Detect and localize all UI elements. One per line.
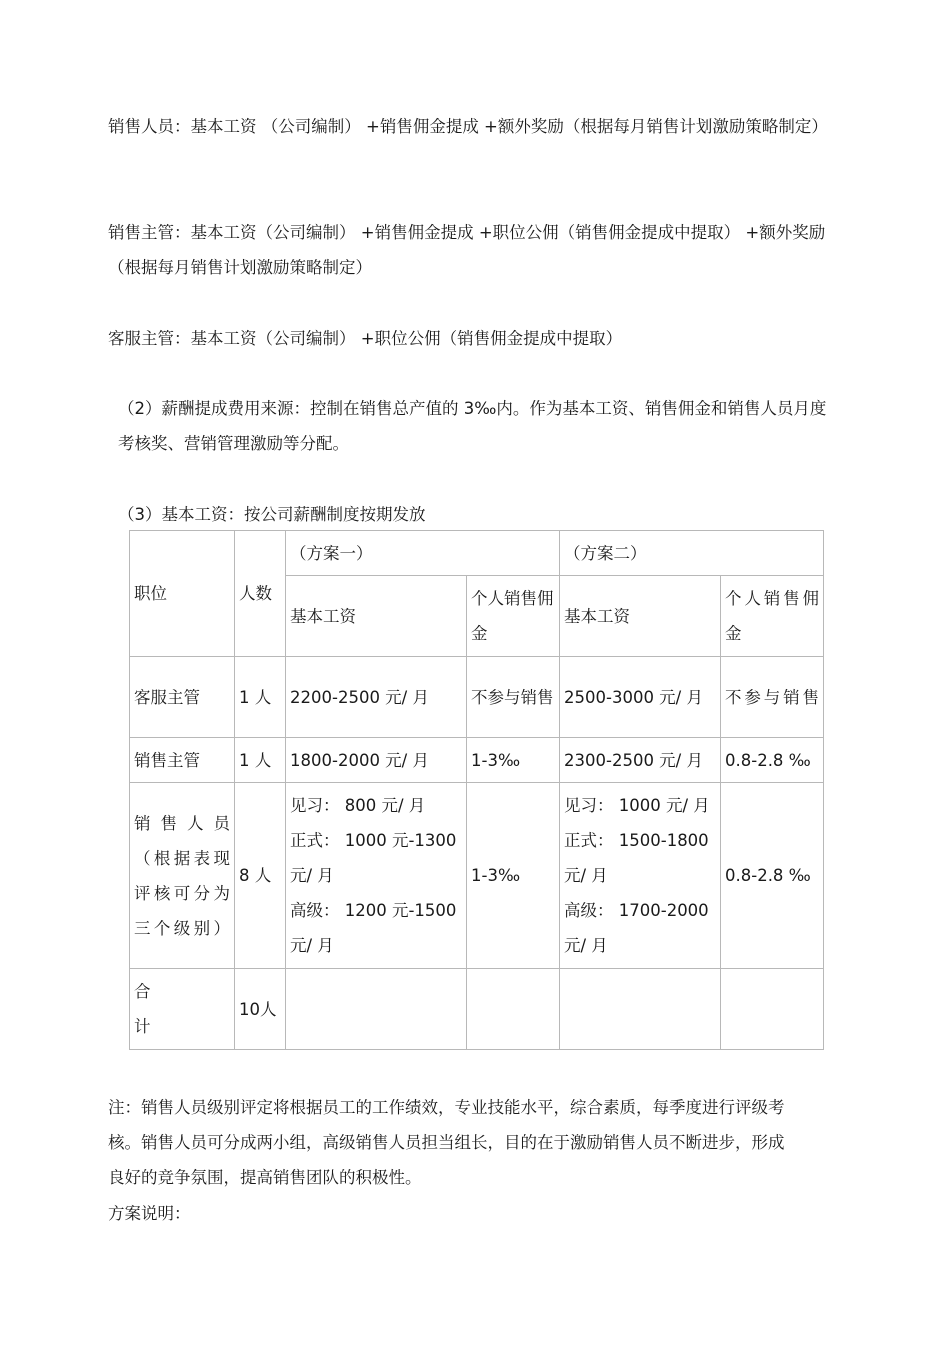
row-count: 1 人 bbox=[235, 738, 286, 783]
header-plan2-commission: 个人销售佣金 bbox=[721, 576, 824, 657]
paragraph-note: 注：销售人员级别评定将根据员工的工作绩效，专业技能水平，综合素质，每季度进行评级考核。销售人员可分成两小组，高级销售人员担当组长，目的在于激励销售人员不断进步，形成良好的竞争氛围，提高销售团队的积极性。 bbox=[108, 1098, 785, 1187]
level-regular: 正式： 1500-1800 元/ 月 bbox=[564, 831, 709, 885]
row-plan1-base bbox=[286, 783, 467, 969]
header-plan1-commission: 个人销售佣金 bbox=[467, 576, 560, 657]
paragraph-base-salary: （3）基本工资：按公司薪酬制度按期发放 bbox=[118, 505, 426, 524]
paragraph-service-manager-pay: 客服主管：基本工资（公司编制） +职位公佣（销售佣金提成中提取） bbox=[108, 329, 623, 348]
level-senior: 高级： 1200 元-1500 元/ 月 bbox=[290, 901, 457, 955]
empty-cell bbox=[721, 969, 824, 1050]
row-plan2-commission: 0.8-2.8 ‰ bbox=[721, 783, 824, 969]
row-plan2-commission: 0.8-2.8 ‰ bbox=[721, 738, 824, 783]
paragraph-plan-explanation: 方案说明： bbox=[108, 1204, 191, 1223]
header-plan-1: （方案一） bbox=[286, 531, 560, 576]
row-plan2-commission: 不参与销售 bbox=[721, 657, 824, 738]
level-trainee: 见习： 1000 元/ 月 bbox=[564, 796, 710, 815]
level-regular: 正式： 1000 元-1300 元/ 月 bbox=[290, 831, 457, 885]
level-senior: 高级： 1700-2000 元/ 月 bbox=[564, 901, 709, 955]
paragraph-commission-source: （2）薪酬提成费用来源：控制在销售总产值的 3‰内。作为基本工资、销售佣金和销售人员月度考核奖、营销管理激励等分配。 bbox=[118, 399, 827, 453]
row-plan2-base bbox=[560, 783, 721, 969]
row-plan1-commission: 1-3‰ bbox=[467, 783, 560, 969]
header-plan-2: （方案二） bbox=[560, 531, 824, 576]
row-plan2-base: 2500-3000 元/ 月 bbox=[560, 657, 721, 738]
row-plan2-base: 2300-2500 元/ 月 bbox=[560, 738, 721, 783]
table-row bbox=[130, 969, 824, 1050]
row-position-total bbox=[130, 969, 235, 1050]
row-position: 销售人员（根据表现评核可分为三个级别） bbox=[130, 783, 235, 969]
table-row bbox=[130, 783, 824, 969]
row-position: 客服主管 bbox=[130, 657, 235, 738]
header-count: 人数 bbox=[235, 531, 286, 657]
header-plan2-base: 基本工资 bbox=[560, 576, 721, 657]
row-plan1-base: 1800-2000 元/ 月 bbox=[286, 738, 467, 783]
empty-cell bbox=[560, 969, 721, 1050]
row-plan1-commission: 1-3‰ bbox=[467, 738, 560, 783]
total-label: 合计 bbox=[134, 982, 151, 1036]
salary-table bbox=[129, 530, 824, 1050]
header-plan1-base: 基本工资 bbox=[286, 576, 467, 657]
row-count-total: 10人 bbox=[235, 969, 286, 1050]
empty-cell bbox=[286, 969, 467, 1050]
row-count: 8 人 bbox=[235, 783, 286, 969]
paragraph-sales-staff-pay: 销售人员：基本工资 （公司编制） +销售佣金提成 +额外奖励（根据每月销售计划激励策略制定） bbox=[108, 117, 828, 136]
table-row bbox=[130, 738, 824, 783]
header-position: 职位 bbox=[130, 531, 235, 657]
paragraph-sales-manager-pay: 销售主管：基本工资（公司编制） +销售佣金提成 +职位公佣（销售佣金提成中提取） +额外奖励（根据每月销售计划激励策略制定） bbox=[108, 223, 826, 277]
row-count: 1 人 bbox=[235, 657, 286, 738]
row-position: 销售主管 bbox=[130, 738, 235, 783]
level-trainee: 见习： 800 元/ 月 bbox=[290, 796, 426, 815]
row-plan1-commission: 不参与销售 bbox=[467, 657, 560, 738]
empty-cell bbox=[467, 969, 560, 1050]
row-plan1-base: 2200-2500 元/ 月 bbox=[286, 657, 467, 738]
table-row bbox=[130, 657, 824, 738]
